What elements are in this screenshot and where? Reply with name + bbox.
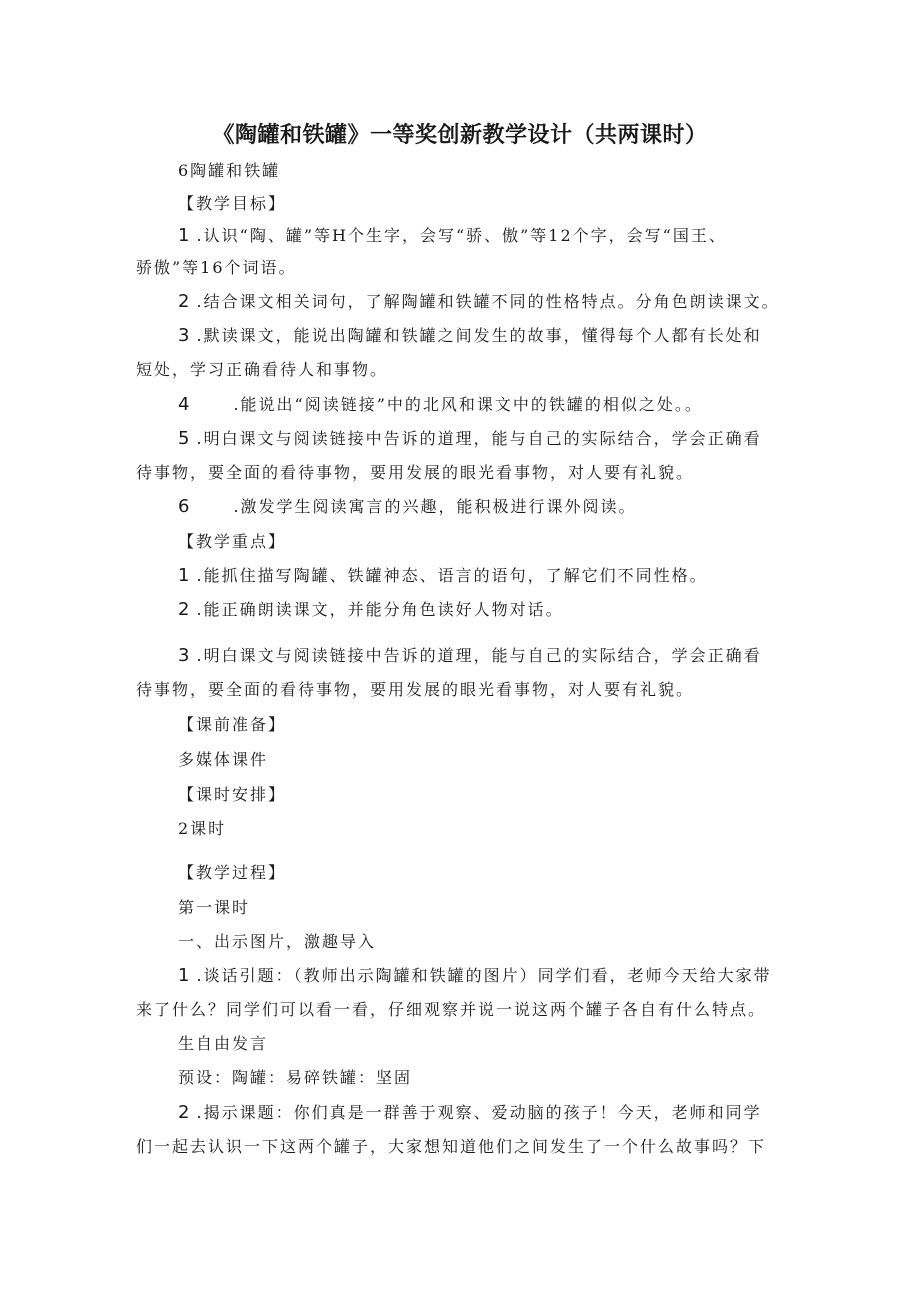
- objective-4-text: .能说出“阅读链接”中的北风和课文中的铁罐的相似之处。。: [233, 395, 703, 414]
- objective-4-number: 4: [178, 394, 190, 415]
- key-point-1-number: 1: [178, 565, 190, 586]
- process-1-number: 1: [178, 965, 190, 986]
- section-heading-key-points: 【教学重点】: [178, 532, 287, 551]
- student-speech: 生自由发言: [178, 1034, 269, 1053]
- process-1-line-2: 来了什么？同学们可以看一看，仔细观察并说一说这两个罐子各自有什么特点。: [136, 1000, 767, 1019]
- document-title: 《陶罐和铁罐》一等奖创新教学设计（共两课时）: [212, 123, 708, 148]
- objective-5-number: 5: [178, 428, 190, 449]
- key-point-2-number: 2: [178, 599, 190, 620]
- objective-1-line-1: [178, 225, 727, 247]
- section-heading-process: 【教学过程】: [178, 863, 287, 882]
- lesson-one-heading: 第一课时: [178, 898, 251, 917]
- section-heading-preparation: 【课前准备】: [178, 715, 287, 734]
- objective-1-number: 1: [178, 225, 190, 246]
- objective-3-number: 3: [178, 325, 190, 346]
- process-1-line-1: [178, 965, 772, 987]
- section-heading-schedule: 【课时安排】: [178, 785, 287, 804]
- objective-1-line-2: 骄傲”等16个词语。: [136, 258, 297, 277]
- objective-3-line-2: 短处，学习正确看待人和事物。: [136, 360, 389, 379]
- key-point-2-text: .能正确朗读课文，并能分角色读好人物对话。: [196, 600, 564, 619]
- objective-5-line-1: [178, 428, 762, 450]
- process-2-text: .揭示课题：你们真是一群善于观察、爱动脑的孩子！今天，老师和同学: [196, 1103, 762, 1122]
- preparation-text: 多媒体课件: [178, 750, 269, 769]
- preset-answer: 预设：陶罐：易碎铁罐：坚固: [178, 1068, 413, 1087]
- objective-3-text: .默读课文，能说出陶罐和铁罐之间发生的故事，懂得每个人都有长处和: [196, 326, 762, 345]
- key-point-3-line-2: 待事物，要全面的看待事物，要用发展的眼光看事物，对人要有礼貌。: [136, 680, 695, 699]
- key-point-2-line-1: [178, 599, 564, 621]
- objective-4-line-1: [178, 394, 703, 416]
- objective-2-number: 2: [178, 291, 190, 312]
- section-heading-objectives: 【教学目标】: [178, 194, 287, 213]
- objective-1-text: .认识“陶、罐”等H个生字，会写“骄、傲”等12个字，会写“国王、: [196, 226, 727, 245]
- objective-2-text: .结合课文相关词句，了解陶罐和铁罐不同的性格特点。分角色朗读课文。: [196, 292, 780, 311]
- key-point-3-line-1: [178, 645, 762, 667]
- objective-2-line-1: [178, 291, 780, 313]
- process-2-line-2: 们一起去认识一下这两个罐子，大家想知道他们之间发生了一个什么故事吗？下: [136, 1137, 767, 1156]
- key-point-1-line-1: [178, 565, 708, 587]
- process-2-number: 2: [178, 1102, 190, 1123]
- objective-6-text: .激发学生阅读寓言的兴趣，能积极进行课外阅读。: [233, 497, 637, 516]
- lesson-heading: 6陶罐和铁罐: [178, 161, 281, 180]
- part-one-heading: 一、出示图片，激趣导入: [178, 932, 377, 951]
- key-point-3-number: 3: [178, 645, 190, 666]
- process-2-line-1: [178, 1102, 762, 1124]
- objective-5-text: .明白课文与阅读链接中告诉的道理，能与自己的实际结合，学会正确看: [196, 429, 762, 448]
- objective-6-number: 6: [178, 496, 190, 517]
- key-point-3-text: .明白课文与阅读链接中告诉的道理，能与自己的实际结合，学会正确看: [196, 646, 762, 665]
- objective-5-line-2: 待事物，要全面的看待事物，要用发展的眼光看事物，对人要有礼貌。: [136, 463, 695, 482]
- process-1-text: .谈话引题：（教师出示陶罐和铁罐的图片）同学们看，老师今天给大家带: [196, 966, 772, 985]
- key-point-1-text: .能抓住描写陶罐、铁罐神态、语言的语句，了解它们不同性格。: [196, 566, 708, 585]
- objective-6-line-1: [178, 496, 637, 518]
- schedule-text: 2课时: [178, 819, 227, 838]
- objective-3-line-1: [178, 325, 762, 347]
